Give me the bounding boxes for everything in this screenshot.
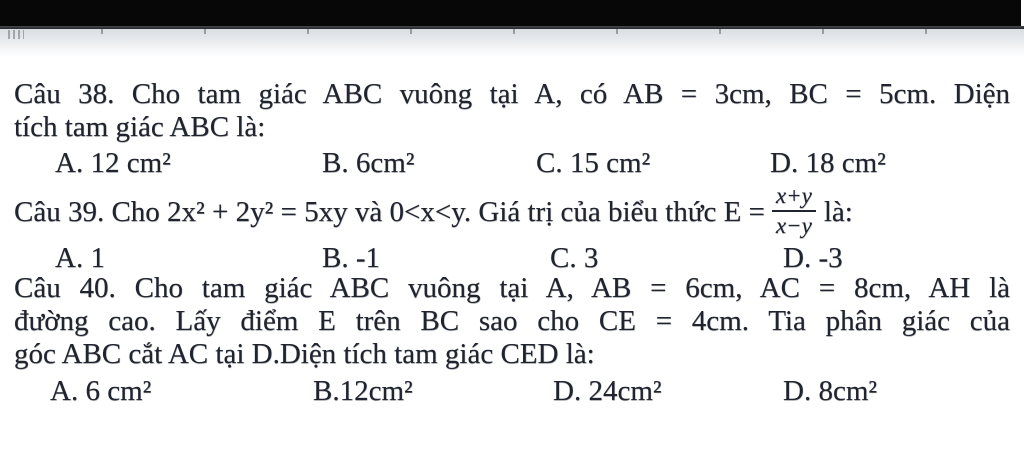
q38-option-b: B. 6cm² xyxy=(322,147,415,179)
question-38-line-1: Câu 38. Cho tam giác ABC vuông tại A, có AB = 3cm, BC = 5cm. Diện xyxy=(14,78,1010,110)
question-40-line-1: Câu 40. Cho tam giác ABC vuông tại A, AB = 6cm, AC = 8cm, AH là xyxy=(14,272,1010,304)
q39-option-c: C. 3 xyxy=(550,242,599,274)
q38-option-a: A. 12 cm² xyxy=(55,147,171,179)
question-40-line-2: đường cao. Lấy điểm E trên BC sao cho CE = 4cm. Tia phân giác của xyxy=(14,305,1010,337)
question-38 xyxy=(14,78,1010,144)
fraction-denominator: x−y xyxy=(775,213,812,238)
question-38-options xyxy=(0,146,1024,180)
question-39-text: Câu 39. Cho 2x² + 2y² = 5xy và 0<x<y. Giá trị của biểu thức E = xyxy=(14,195,765,228)
question-40 xyxy=(14,272,1010,371)
question-40-options xyxy=(0,374,1024,408)
q39-option-b: B. -1 xyxy=(322,242,380,274)
question-39 xyxy=(14,182,1019,242)
q40-option-a: A. 6 cm² xyxy=(50,375,152,407)
question-39-options xyxy=(0,241,1024,275)
q39-option-d: D. -3 xyxy=(783,242,843,274)
fraction-numerator: x+y xyxy=(772,183,816,212)
fraction-x-plus-y-over-x-minus-y xyxy=(772,183,816,240)
q40-option-b: B.12cm² xyxy=(313,375,413,407)
question-40-line-3: góc ABC cắt AC tại D.Diện tích tam giác CED là: xyxy=(14,338,595,370)
q38-option-d: D. 18 cm² xyxy=(770,147,886,179)
question-38-line-2: tích tam giác ABC là: xyxy=(14,111,266,143)
q39-option-a: A. 1 xyxy=(55,242,105,274)
question-39-text-after: là: xyxy=(823,195,853,228)
q38-option-c: C. 15 cm² xyxy=(536,147,651,179)
q40-option-d2: D. 8cm² xyxy=(783,375,878,407)
q40-option-d1: D. 24cm² xyxy=(553,375,662,407)
